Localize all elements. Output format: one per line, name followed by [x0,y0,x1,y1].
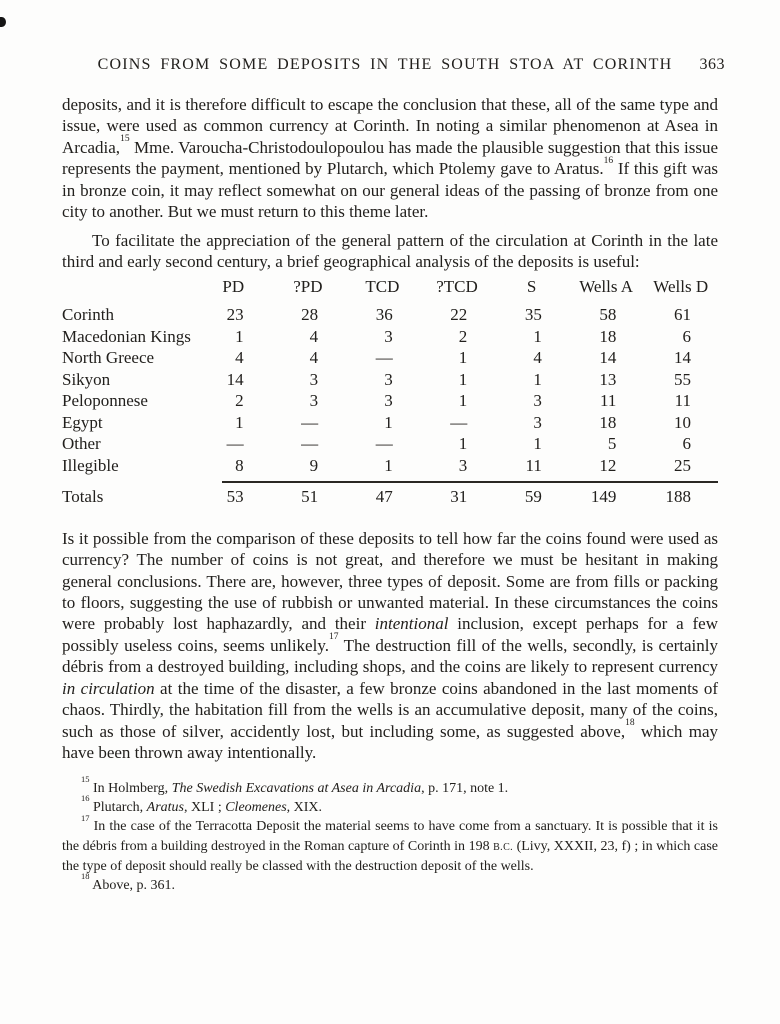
table-cell: 11 [525,455,542,475]
table-cell: 9 [309,455,319,475]
footnote-number: 15 [81,773,90,784]
footnote-15: $^{15}$ In Holmberg, The Swedish Excavations at Asea in Arcadia, p. 171, note 1. [81,773,509,796]
table-cell: 3 [533,412,542,432]
paragraph-1: deposits, and it is therefore difficult to escape the conclusion that these, all of the same type and issue, were used as common currency at Corinth. In noting a similar phenomenon at Asea in Arcadia,$^{15}$ Mme. Varoucha-Christodoulopoulou has made the plausible suggestion that this issue represents the payment, mentioned by Plutarch, which Ptolemy gave to Aratus.$^{16}$ If this gift was in bronze coin, it may reflect somewhat on our general ideas of the passing of bronze from one city to another. But we must return to this theme later. [62,95,719,222]
table-cell: 14 [673,348,691,368]
footnote-ref-15: 15 [120,134,130,145]
running-header [62,56,725,74]
column-header: ?TCD [436,276,478,296]
totals-cell: 59 [524,487,542,507]
table-cell: — [375,434,393,454]
paragraph-3: Is it possible from the comparison of these deposits to tell how far the coins found were used as currency? The number of coins is not great, and therefore we must be hesitant in making general conclusions. There are, however, three types of deposit. Some are from fills or packing to floors, suggesting the use of rubbish or unwanted material. In these circumstances the coins were probably lost haphazardly, and their intentional inclusion, except perhaps for a few possibly useless coins, seems unlikely.$^{17}$ The destruction fill of the wells, secondly, is certainly débris from a destroyed building, including shops, and the coins are likely to represent currency in circulation at the time of the disaster, a few bronze coins abandoned in the last moments of chaos. Thirdly, the habitation fill from the wells is an accumulative deposit, many of the coins, such as those of silver, accidently lost, but including some, as suggested above,$^{18}$ which may have been thrown away intentionally. [62,528,719,763]
table-cell: 8 [235,455,244,475]
table-cell: 1 [533,434,542,454]
table-corner-cell [62,276,196,305]
table-cell: 2 [458,326,468,346]
table-cell: — [450,412,468,432]
table-cell: 1 [533,369,542,389]
table-cell: 5 [607,434,617,454]
page-number: 363 [699,56,725,73]
totals-cell: 31 [450,487,468,507]
table-cell: 3 [458,455,468,475]
row-label: Other [62,434,101,454]
row-label: Corinth [62,305,114,325]
footnote-number: 18 [81,871,90,882]
table-cell: 11 [600,391,617,411]
table-cell: 3 [384,391,393,411]
table-cell: 28 [301,305,319,325]
table-cell: 58 [599,305,617,325]
column-header: PD [222,276,245,296]
emphasized-phrase: in circulation [62,678,155,698]
table-cell: 22 [450,305,468,325]
table-cell: 35 [524,305,542,325]
work-title: Aratus [146,799,184,815]
table-cell: 18 [599,412,617,432]
footnote-18: $^{18}$ Above, p. 361. [81,871,176,894]
row-label: North Greece [62,348,155,368]
column-header: Wells D [653,276,709,296]
table-cell: 61 [673,305,691,325]
table-cell: 3 [384,326,393,346]
column-header: S [526,276,537,296]
table-cell: 25 [673,455,691,475]
work-title: Cleomenes [225,799,287,815]
era-abbreviation: B.C. [493,841,514,853]
footnotes-block [62,773,718,896]
table-cell: 4 [235,348,244,368]
footnote-number: 17 [81,812,90,823]
table-cell: 1 [458,434,468,454]
table-cell: 1 [384,412,393,432]
table-cell: 18 [599,326,617,346]
totals-cell: 51 [301,487,319,507]
table-cell: — [226,434,244,454]
table-cell: 14 [226,369,244,389]
row-label: Sikyon [62,369,111,389]
table-cell: 11 [674,391,691,411]
footnote-17: $^{17}$ In the case of the Terracotta Deposit the material seems to have come from a sanctuary. It is possible that it is the débris from a building destroyed in the Roman capture of Corinth in 198 B.C. (Livy, XXXII, 23, f) ; in which case the type of deposit should really be classed with the destruction deposit of the wells. [62,812,718,874]
table-cell: — [301,412,319,432]
deposit-analysis-table [62,276,718,508]
paragraph-2: To facilitate the appreciation of the general pattern of the circulation at Corinth in the late third and early second century, a brief geographical analysis of the deposits is useful: [62,230,718,272]
table-cell: 13 [599,369,617,389]
book-title: The Swedish Excavations at Asea in Arcadia [171,780,422,796]
table-cell: 6 [682,326,691,346]
column-header: TCD [365,276,400,296]
totals-label: Totals [62,487,104,507]
table-cell: 1 [235,326,244,346]
row-label: Macedonian Kings [62,326,191,346]
footnote-ref-16: 16 [603,155,614,166]
table-cell: 6 [682,434,691,454]
table-cell: 3 [309,369,319,389]
emphasized-word: intentional [374,614,449,634]
table-cell: 1 [458,391,468,411]
row-label: Illegible [62,455,119,475]
table-cell: 1 [384,455,393,475]
table-cell: 23 [226,305,244,325]
table-cell: 3 [309,391,319,411]
table-cell: — [301,434,319,454]
row-label: Peloponnese [62,391,148,411]
table-cell: 1 [458,369,468,389]
table-cell: 4 [309,348,319,368]
page-content [62,0,725,895]
row-label: Egypt [62,412,103,432]
table-cell: 2 [235,391,244,411]
footnote-ref-18: 18 [625,718,635,729]
table-cell: 3 [533,391,542,411]
table-cell: 14 [599,348,617,368]
totals-cell: 53 [226,487,244,507]
table-cell: 1 [458,348,468,368]
totals-cell: 47 [375,487,393,507]
table-cell: 1 [235,412,244,432]
running-title: COINS FROM SOME DEPOSITS IN THE SOUTH STOA AT CORINTH [97,56,673,73]
column-header: Wells A [579,276,634,296]
footnote-ref-17: 17 [328,632,339,643]
column-header: ?PD [293,276,323,296]
table-cell: 55 [673,369,691,389]
footnote-16: $^{16}$ Plutarch, Aratus, XLI ; Cleomenes, XIX. [81,793,323,815]
table-cell: 1 [533,326,542,346]
totals-cell: 149 [590,487,617,507]
table-cell: 3 [384,369,393,389]
table-cell: 36 [375,305,393,325]
scan-artifact-mark [0,17,6,27]
table-cell: 4 [309,326,319,346]
footnote-number: 16 [81,793,90,804]
table-cell: 10 [673,412,691,432]
totals-rule [222,481,718,483]
totals-cell: 188 [665,487,691,507]
table-cell: 12 [599,455,617,475]
table-cell: — [375,348,393,368]
table-cell: 4 [533,348,542,368]
